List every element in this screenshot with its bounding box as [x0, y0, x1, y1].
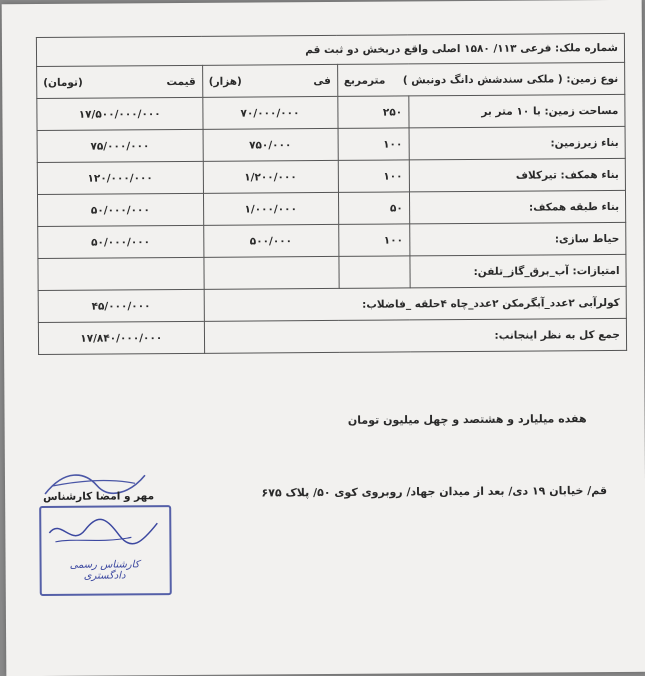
- land-type-label: نوع زمین: ( ملکی سندشش دانگ دونبش ): [402, 72, 619, 86]
- expert-stamp: [39, 505, 172, 596]
- table-row: [38, 286, 626, 322]
- valuation-table: [36, 33, 627, 355]
- row-item: حیاط سازی:: [409, 222, 626, 256]
- area-column-header: مترمربع: [343, 74, 386, 87]
- row-area: [339, 256, 410, 288]
- property-header: شماره ملک: فرعی ۱۱۳/ ۱۵۸۰ اصلی واقع دربخش دو ثبت قم: [36, 33, 624, 66]
- row-fee: ۷۵۰/۰۰۰: [203, 128, 338, 161]
- fee-column-header: [202, 64, 337, 97]
- stamp-handwriting-icon: [41, 507, 165, 558]
- row-price: [38, 257, 204, 290]
- row-item: مساحت زمین: با ۱۰ متر بر: [409, 94, 626, 128]
- row-item: بناء طبقه همکف:: [409, 190, 626, 224]
- price-column-header: [37, 65, 203, 98]
- price-label: قیمت: [166, 75, 196, 88]
- document-sheet: [2, 0, 645, 676]
- row-item: کولرآبی ۲عدد_آبگرمکن ۲عدد_چاه ۴حلقه _فاضلاب:: [204, 286, 627, 321]
- row-price: ۴۵/۰۰۰/۰۰۰: [38, 289, 204, 322]
- row-fee: [203, 256, 338, 289]
- price-unit: (تومان): [43, 76, 83, 89]
- row-item: امتیازات: آب_برق_گاز_تلفن:: [410, 254, 627, 288]
- row-area: ۱۰۰: [338, 224, 409, 256]
- row-price: ۷۵/۰۰۰/۰۰۰: [37, 129, 203, 162]
- row-area: ۱۰۰: [338, 160, 409, 192]
- land-type-header: [337, 62, 625, 96]
- row-item: بناء همکف: تیرکلاف: [409, 158, 626, 192]
- fee-unit: (هزار): [208, 75, 242, 88]
- total-in-words: هفده میلیارد و هشتصد و چهل میلیون تومان: [347, 412, 587, 427]
- table-row: [38, 222, 626, 258]
- row-item: جمع کل به نظر اینجانب:: [204, 318, 627, 353]
- table-row: [37, 158, 625, 194]
- row-fee: ۱/۲۰۰/۰۰۰: [203, 160, 338, 193]
- fee-label: فی: [313, 74, 331, 87]
- row-price: ۵۰/۰۰۰/۰۰۰: [37, 193, 203, 226]
- row-price: ۵۰/۰۰۰/۰۰۰: [38, 225, 204, 258]
- row-price: ۱۷/۸۴۰/۰۰۰/۰۰۰: [38, 321, 204, 354]
- row-fee: ۵۰۰/۰۰۰: [203, 224, 338, 257]
- table-row: [38, 254, 626, 290]
- stamp-subtitle: کارشناس رسمی دادگستری: [69, 559, 140, 582]
- stamp-label: مهر و امضا کارشناس: [43, 490, 155, 503]
- table-row: [37, 190, 625, 226]
- row-item: بناء زیرزمین:: [409, 126, 626, 160]
- property-address: قم/ خیابان ۱۹ دی/ بعد از میدان جهاد/ روبروی کوی ۵۰/ پلاک ۶۷۵: [261, 484, 608, 500]
- table-row: [37, 126, 625, 162]
- table-row: [37, 94, 625, 130]
- row-area: ۵۰: [338, 192, 409, 224]
- row-price: ۱۲۰/۰۰۰/۰۰۰: [37, 161, 203, 194]
- row-area: ۲۵۰: [337, 96, 408, 128]
- row-fee: ۷۰/۰۰۰/۰۰۰: [202, 96, 337, 129]
- row-fee: ۱/۰۰۰/۰۰۰: [203, 192, 338, 225]
- row-area: ۱۰۰: [338, 128, 409, 160]
- row-price: ۱۷/۵۰۰/۰۰۰/۰۰۰: [37, 97, 203, 130]
- table-row: [38, 318, 626, 354]
